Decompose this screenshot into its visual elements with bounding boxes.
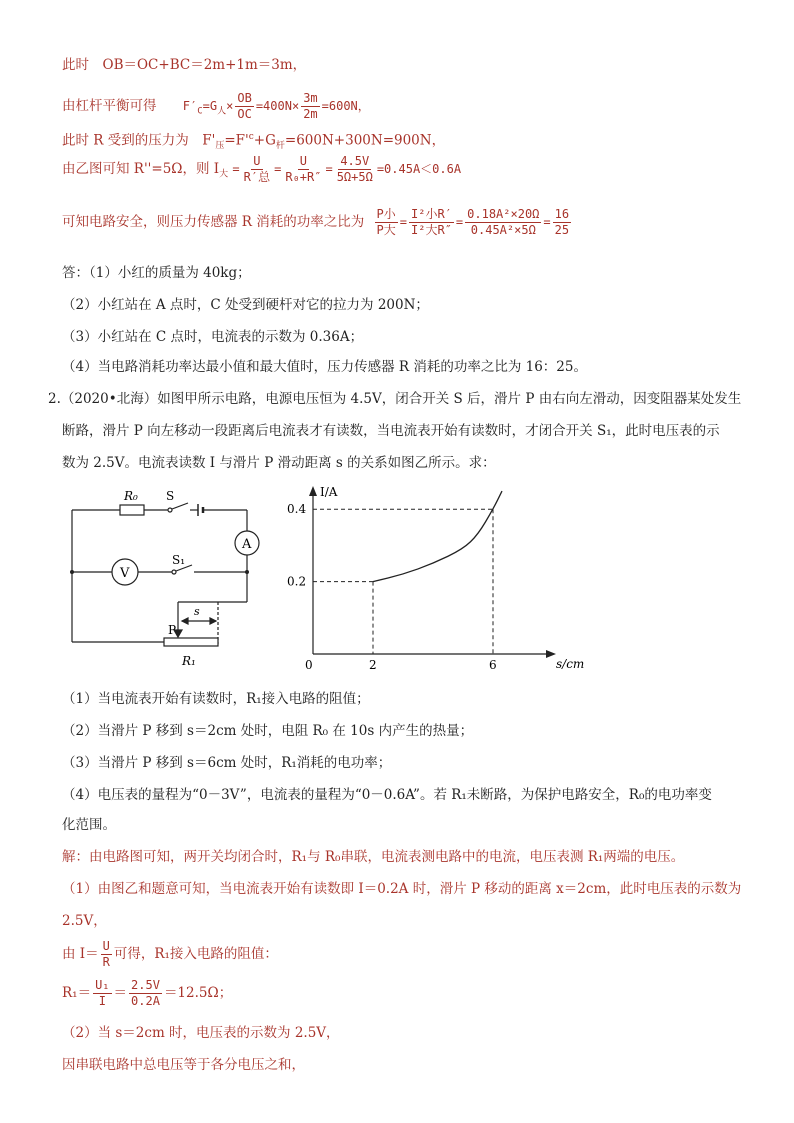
sol1-line4: 由乙图可知 R''=5Ω，则 $I_大$ = $\frac{U}{\text{R′总}}$ = $\frac{U}{\text{R₀+R″}}$ = $\frac{4.5V}{5\Omega+5\Omega}$ =0.45A＜0.6A	[62, 154, 462, 184]
label-p: P	[168, 623, 177, 637]
chart-series-line	[373, 491, 502, 581]
q2-line1: 2.（2020•北海）如图甲所示电路，电源电压恒为 4.5V，闭合开关 S 后，滑片 P 由右向左滑动，因变阻器某处发生	[48, 391, 742, 407]
q2-line3: 数为 2.5V。电流表读数 I 与滑片 P 滑动距离 s 的关系如图乙所示。求：	[62, 455, 496, 471]
resistor-r0	[120, 505, 144, 515]
q2-sub-question: （2）当滑片 P 移到 s＝2cm 处时，电阻 R₀ 在 10s 内产生的热量；	[62, 723, 474, 739]
q2-sub-question: （4）电压表的量程为“0－3V”，电流表的量程为“0－0.6A”。若 R₁未断路，为保护电路安全，R₀的电功率变	[62, 787, 712, 803]
label-r0: R₀	[124, 489, 138, 503]
resistor-r1	[164, 638, 218, 646]
chart-x-tick-label: 2	[369, 658, 377, 672]
q2-sub-question: （1）当电流表开始有读数时，R₁接入电路的阻值；	[62, 691, 370, 707]
sol2-line5: R₁＝ $\frac{\text{U₁}}{I}$ ＝ $\frac{2.5V}{0.2A}$ ＝12.5Ω；	[62, 978, 233, 1008]
label-s1: S₁	[172, 553, 186, 567]
q2-sub-question: 化范围。	[62, 817, 116, 833]
sol1-line5: 可知电路安全，则压力传感器 R 消耗的功率之比为 $\frac{\text{P小}}{\text{P大}}$ = $\frac{\text{I²小R′}}{\text{I²大R″}}$ = $\frac{\text{0.18A²×20Ω}}{\text{0.45A²×5Ω}}$ = $\frac{16}{25}$	[62, 207, 570, 237]
chart-ylabel: I/A	[320, 485, 338, 499]
chart-x-tick-label: 0	[305, 658, 313, 672]
sol1-line2	[62, 88, 370, 129]
label-s: S	[166, 489, 175, 503]
sol2-line3: 2.5V，	[62, 913, 107, 929]
sol2-line1: 解：由电路图可知，两开关均闭合时，R₁与 R₀串联，电流表测电路中的电流，电压表测 R₁两端的电压。	[62, 849, 685, 865]
label-s-distance: s	[194, 605, 200, 618]
label-v: V	[120, 566, 130, 581]
sol1-line2-formula: $F'_C=G_人\times$ $\frac{OB}{OC}$ =400N× $\frac{3m}{2m}$ =600N，	[182, 91, 370, 121]
sol2-line2: （1）由图乙和题意可知，当电流表开始有读数即 I＝0.2A 时，滑片 P 移动的距离 x＝2cm，此时电压表的示数为	[62, 881, 742, 897]
answer-line: 答：（1）小红的质量为 40kg；	[62, 265, 251, 281]
sol2-line7: 因串联电路中总电压等于各分电压之和，	[62, 1057, 305, 1073]
chart-y-tick-label: 0.4	[287, 502, 307, 517]
label-r1: R₁	[182, 654, 196, 668]
circuit-diagram	[60, 484, 280, 674]
sol1-line2-lead: 由杠杆平衡可得	[62, 98, 157, 114]
current-distance-chart	[280, 478, 600, 674]
sol2-line6: （2）当 s＝2cm 时，电压表的示数为 2.5V，	[62, 1025, 340, 1041]
sol2-line4: 由 I＝ $\frac{U}{R}$ 可得，R₁接入电路的阻值：	[62, 939, 278, 969]
chart-xlabel: s/cm	[556, 657, 585, 671]
chart-y-tick-label: 0.2	[287, 574, 307, 589]
q2-line2: 断路，滑片 P 向左移动一段距离后电流表才有读数，当电流表开始有读数时，才闭合开关 S₁，此时电压表的示	[62, 423, 720, 439]
sol1-line3: 此时 R 受到的压力为 $F'_压=F'^c+G_杆=600N+300N=900N$，	[62, 132, 446, 152]
q2-sub-question: （3）当滑片 P 移到 s＝6cm 处时，R₁消耗的电功率；	[62, 755, 392, 771]
answer-line: （2）小红站在 A 点时，C 处受到硬杆对它的拉力为 200N；	[62, 297, 429, 313]
label-a: A	[242, 537, 252, 552]
answer-line: （3）小红站在 C 点时，电流表的示数为 0.36A；	[62, 329, 364, 345]
chart-x-tick-label: 6	[489, 658, 497, 672]
answer-line: （4）当电路消耗功率达最小值和最大值时，压力传感器 R 消耗的功率之比为 16：25。	[62, 359, 587, 375]
sol1-line1: 此时 OB＝OC+BC＝2m+1m＝3m，	[62, 57, 307, 73]
